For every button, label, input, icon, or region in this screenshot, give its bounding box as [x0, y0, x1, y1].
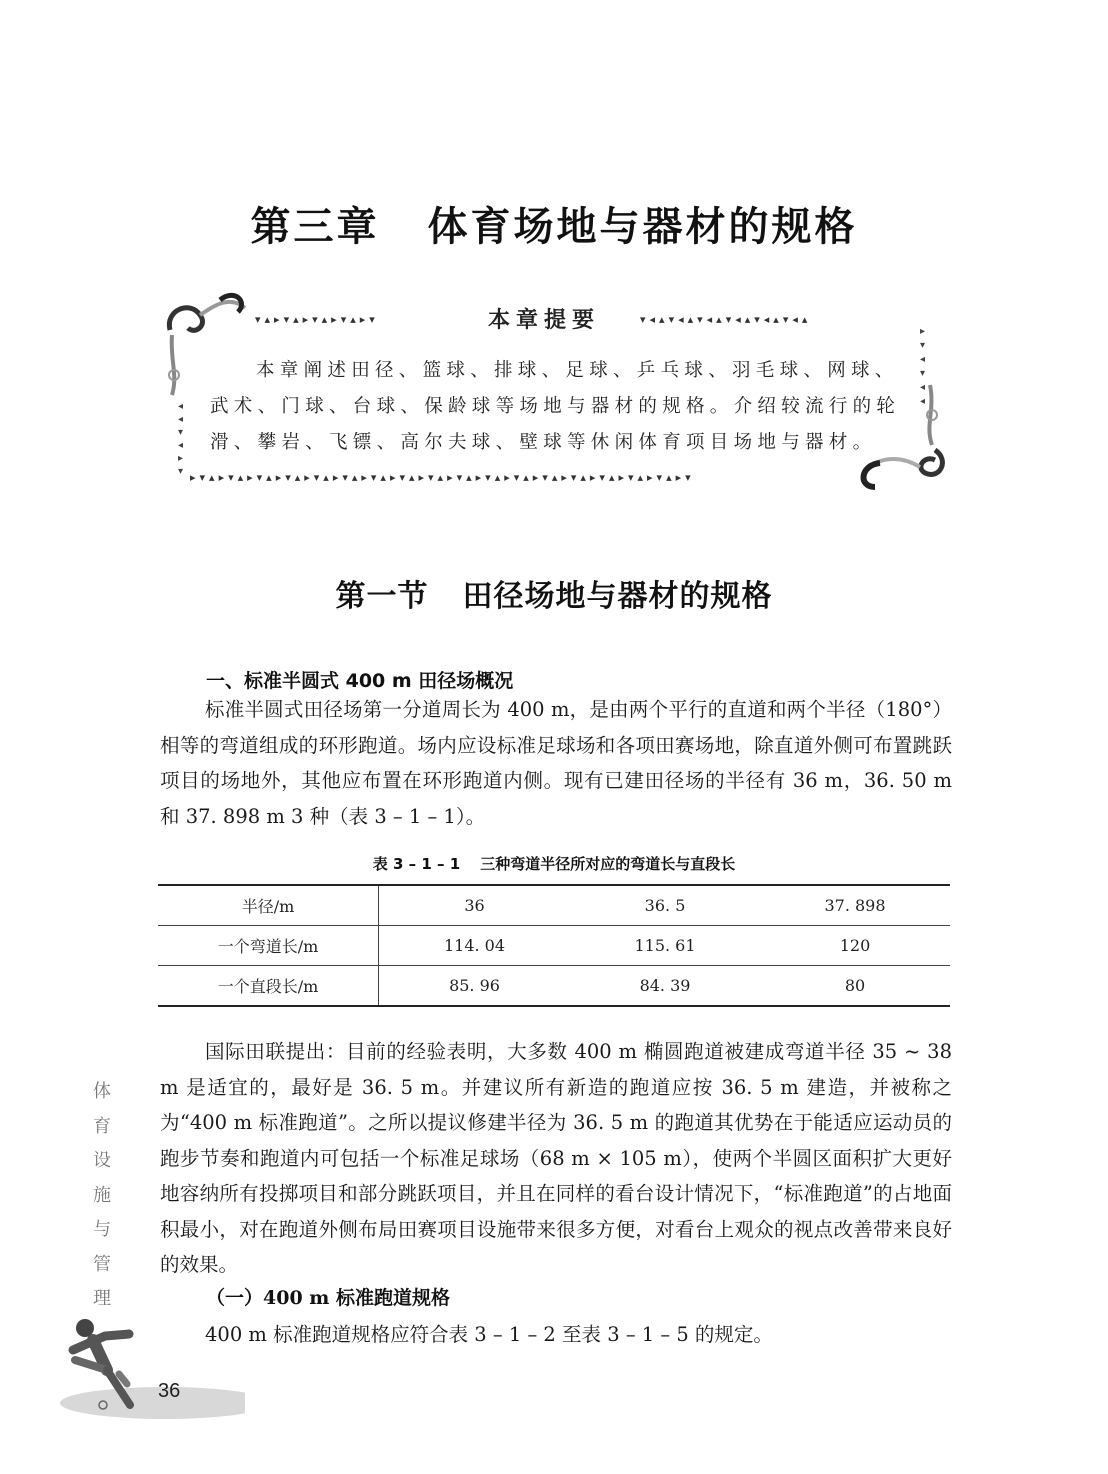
side-char: 设	[93, 1150, 111, 1171]
table-cell: 36	[379, 885, 571, 926]
paragraph: 400 m 标准跑道规格应符合表 3 – 1 – 2 至表 3 – 1 – 5 的规定。	[205, 1323, 773, 1346]
section-title	[0, 571, 1108, 615]
ornament-border-right: ▸ ▾ ◂ ▾ ◂ ◂	[920, 326, 926, 407]
table-cell: 36. 5	[570, 885, 760, 926]
page-number: 36	[158, 1380, 181, 1402]
section-name: 田径场地与器材的规格	[462, 578, 773, 614]
side-book-title	[90, 1075, 114, 1317]
chapter-name: 体育场地与器材的规格	[427, 203, 858, 250]
paragraph: 标准半圆式田径场第一分道周长为 400 m，是由两个平行的直道和两个半径（180°）相等的弯道组成的环形跑道。场内应设标准足球场和各项田赛场地，除直道外侧可布置跳跃项目的场地外，其他应布置在环形跑道内侧。现有已建田径场的半径有 36 m，36. 50 m 和 37. 898 m 3 种（表 3 – 1 – 1）。	[160, 698, 952, 828]
table-row	[158, 926, 950, 966]
paragraph: 国际田联提出：目前的经验表明，大多数 400 m 椭圆跑道被建成弯道半径 35 ~ 38 m 是适宜的，最好是 36. 5 m。并建议所有新造的跑道应按 36. 5 m 建造，并被称之为“400 m 标准跑道”。之所以提议修建半径为 36. 5 m 的跑道其优势在于能适应运动员的跑步节奏和跑道内可包括一个标准足球场（68 m × 105 m），使两个半圆区面积扩大更好地容纳所有投掷项目和部分跳跃项目，并且在同样的看台设计情况下，“标准跑道”的占地面积最小，对在跑道外侧布局田赛项目设施带来很多方便，对看台上观众的视点改善带来良好的效果。	[160, 1040, 952, 1276]
side-char: 体	[93, 1081, 111, 1102]
side-char: 管	[93, 1253, 111, 1275]
table-caption	[0, 853, 1108, 874]
section-number: 第一节	[335, 578, 429, 614]
table-cell: 115. 61	[570, 926, 760, 966]
row-header: 半径/m	[158, 885, 379, 926]
table-cell: 37. 898	[760, 885, 950, 926]
ornament-border-top-left: ▾▴▸▾▴▸▾▴▸▾▴▸▾	[255, 313, 379, 326]
row-header: 一个弯道长/m	[158, 926, 379, 966]
radius-table	[158, 884, 950, 1007]
side-char: 与	[93, 1219, 111, 1240]
table-row	[158, 885, 950, 926]
chapter-title	[0, 195, 1108, 252]
side-char: 育	[93, 1115, 111, 1137]
side-char: 理	[93, 1288, 111, 1309]
summary-text: 本章阐述田径、篮球、排球、足球、乒乓球、羽毛球、网球、武术、门球、台球、保龄球等场地与器材的规格。介绍较流行的轮滑、攀岩、飞镖、高尔夫球、壁球等休闲体育项目场地与器材。	[210, 360, 901, 453]
table-cell: 114. 04	[379, 926, 571, 966]
subheading: （一）400 m 标准跑道规格	[206, 1287, 450, 1309]
ornament-border-top-right: ▾◂▴▾◂▴▾◂▴▾◂▴▾◂▴▾◂▴	[640, 313, 812, 326]
table-cell: 84. 39	[570, 966, 760, 1007]
row-header: 一个直段长/m	[158, 966, 379, 1007]
ornament-border-left: ◂ ◂ ▾ ◂ ▸ ▾	[178, 401, 184, 477]
table-number: 表 3 – 1 – 1	[372, 855, 461, 873]
side-char: 施	[93, 1184, 111, 1206]
chapter-number: 第三章	[250, 203, 380, 250]
chapter-summary-box	[170, 295, 950, 495]
table-cell: 120	[760, 926, 950, 966]
table-title: 三种弯道半径所对应的弯道长与直段长	[480, 855, 736, 873]
football-player-icon	[45, 1300, 245, 1430]
table-cell: 85. 96	[379, 966, 571, 1007]
subheading: 一、标准半圆式 400 m 田径场概况	[206, 670, 514, 692]
ornament-border-bottom: ▸▾▴▸▾▴▸▾▴▸▾▴▸▾▴▸▾▴▸▾▴▸▾▴▸▾▴▸▾▴▸▾▴▸▾▴▸▾▴▸▾▴▸▾▴▸▾▴▸▾▴▸▾	[190, 471, 695, 484]
summary-title: 本章提要	[488, 308, 601, 333]
ornament-swirl-bottom-right-icon	[850, 375, 950, 495]
table-cell: 80	[760, 966, 950, 1007]
table-row	[158, 966, 950, 1007]
